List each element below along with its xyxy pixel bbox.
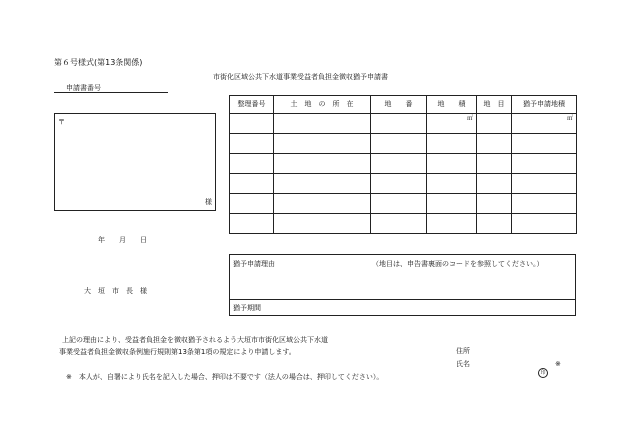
land-category-cell[interactable]	[477, 134, 512, 154]
form-number: 第６号様式(第13条関係)	[54, 58, 143, 67]
statement-line-1: 上記の理由により、受益者負担金を徴収猶予されるよう大垣市市街化区域公共下水道	[62, 336, 328, 344]
lot-number-cell[interactable]	[371, 154, 427, 174]
deferral-reason-label: 猶予申請理由	[233, 260, 275, 268]
table-row	[230, 134, 577, 154]
registration-number-cell[interactable]	[230, 114, 274, 134]
address-label: 住所	[456, 347, 470, 355]
deferral-area-cell[interactable]	[512, 174, 577, 194]
deferral-area-cell[interactable]	[512, 134, 577, 154]
table-row	[230, 214, 577, 234]
deferral-reason-box[interactable]	[229, 254, 576, 300]
statement-line-2: 事業受益者負担金徴収条例施行規則第13条第1項の規定により申請します。	[59, 348, 296, 356]
land-category-cell[interactable]	[477, 154, 512, 174]
land-table	[229, 95, 577, 234]
registration-number-cell[interactable]	[230, 154, 274, 174]
land-location-cell[interactable]	[274, 194, 371, 214]
date-line: 年 月 日	[98, 236, 147, 244]
land-location-cell[interactable]	[274, 154, 371, 174]
header-land-location: 土 地 の 所 在	[274, 96, 371, 114]
table-row	[230, 114, 577, 134]
registration-number-cell[interactable]	[230, 134, 274, 154]
deferral-area-cell[interactable]	[512, 194, 577, 214]
header-land-category: 地 目	[477, 96, 512, 114]
land-category-cell[interactable]	[477, 194, 512, 214]
form-title: 市街化区域公共下水道事業受益者負担金徴収猶予申請書	[213, 73, 388, 81]
seal-asterisk: ※	[555, 360, 561, 368]
land-area-cell[interactable]	[427, 114, 477, 134]
land-area-cell[interactable]	[427, 214, 477, 234]
applicant-address-box	[54, 113, 216, 211]
header-land-area: 地 積	[427, 96, 477, 114]
name-label: 氏名	[456, 360, 470, 368]
land-area-cell[interactable]	[427, 174, 477, 194]
footnote: ※ 本人が、自署により氏名を記入した場合、押印は不要です（法人の場合は、押印してください）。	[66, 373, 384, 381]
land-area-cell[interactable]	[427, 154, 477, 174]
land-location-cell[interactable]	[274, 174, 371, 194]
land-location-cell[interactable]	[274, 214, 371, 234]
land-area-cell[interactable]	[427, 134, 477, 154]
application-number-label: 申請書番号	[66, 84, 101, 92]
deferral-reason-note: （地目は、申告書裏面のコードを参照してください。）	[372, 260, 544, 268]
registration-number-cell[interactable]	[230, 214, 274, 234]
postal-mark: 〒	[58, 118, 65, 126]
deferral-area-cell[interactable]	[512, 114, 577, 134]
lot-number-cell[interactable]	[371, 214, 427, 234]
application-number-underline	[54, 92, 168, 93]
lot-number-cell[interactable]	[371, 194, 427, 214]
seal-char: 印	[538, 368, 548, 378]
deferral-period-label: 猶予期間	[233, 304, 261, 312]
land-area-cell[interactable]	[427, 194, 477, 214]
deferral-period-box[interactable]	[229, 299, 576, 316]
table-row	[230, 194, 577, 214]
header-registration-number: 整理番号	[230, 96, 274, 114]
honorific-label: 様	[205, 198, 212, 206]
deferral-area-cell[interactable]	[512, 214, 577, 234]
registration-number-cell[interactable]	[230, 174, 274, 194]
area-unit: ㎡	[466, 115, 473, 122]
land-location-cell[interactable]	[274, 114, 371, 134]
area-unit: ㎡	[566, 115, 573, 122]
land-category-cell[interactable]	[477, 114, 512, 134]
lot-number-cell[interactable]	[371, 134, 427, 154]
land-category-cell[interactable]	[477, 214, 512, 234]
table-row	[230, 174, 577, 194]
table-row	[230, 154, 577, 174]
lot-number-cell[interactable]	[371, 114, 427, 134]
registration-number-cell[interactable]	[230, 194, 274, 214]
header-lot-number: 地 番	[371, 96, 427, 114]
deferral-area-cell[interactable]	[512, 154, 577, 174]
lot-number-cell[interactable]	[371, 174, 427, 194]
land-table-header-row	[230, 96, 577, 114]
land-category-cell[interactable]	[477, 174, 512, 194]
seal-icon	[538, 359, 548, 378]
addressee: 大 垣 市 長 様	[84, 287, 147, 295]
header-deferral-area: 猶予申請地積	[512, 96, 577, 114]
land-location-cell[interactable]	[274, 134, 371, 154]
